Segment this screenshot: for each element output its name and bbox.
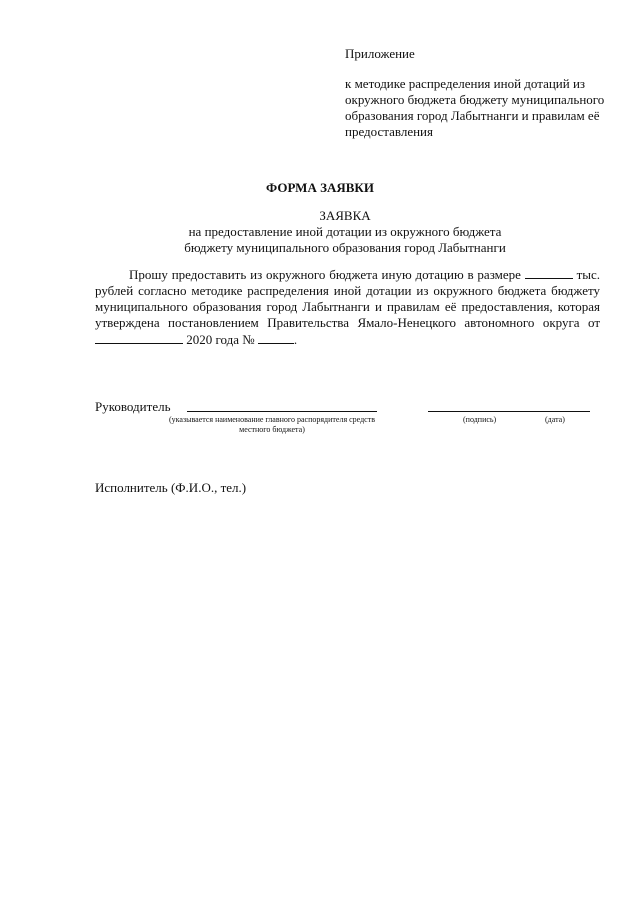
signature-hint: (подпись) [463,415,497,424]
date-hint: (дата) [545,415,565,424]
resolution-date-blank [95,331,183,344]
request-header [60,208,630,256]
body-text-part2: тыс. рублей согласно методике распределения иной дотации из окружного бюджета бюджету муниципального образования город Лабытнанги и правилам её предоставления, которая утверждена постановлением Правительства Ямало-Ненецкого автономного округа от [95,267,601,330]
appendix-body: к методике распределения иной дотаций из окружного бюджета бюджету муниципального образования город Лабытнанги и правилам её предоставления [345,76,605,139]
head-name-hint: (указывается наименование главного распорядителя средств местного бюджета) [168,415,376,434]
appendix-block [345,46,605,140]
body-text-part4: . [293,332,298,347]
executor-label: Исполнитель (Ф.И.О., тел.) [95,480,247,495]
head-name-line [187,411,377,412]
form-title: ФОРМА ЗАЯВКИ [266,180,374,195]
amount-blank [525,266,573,279]
request-subheading-line1: на предоставление иной дотации из окружного бюджета [188,224,502,239]
request-subheading-line2: бюджету муниципального образования город Лабытнанги [184,240,506,255]
body-text-part3: 2020 года № [186,332,255,347]
request-body-paragraph [95,266,600,348]
resolution-number-blank [258,331,294,344]
signature-date-line [428,411,590,412]
request-heading: ЗАЯВКА [319,208,371,223]
head-label: Руководитель [95,399,171,414]
body-text-part1: Прошу предоставить из окружного бюджета иную дотацию в размере [129,267,521,282]
appendix-title: Приложение [345,46,415,61]
